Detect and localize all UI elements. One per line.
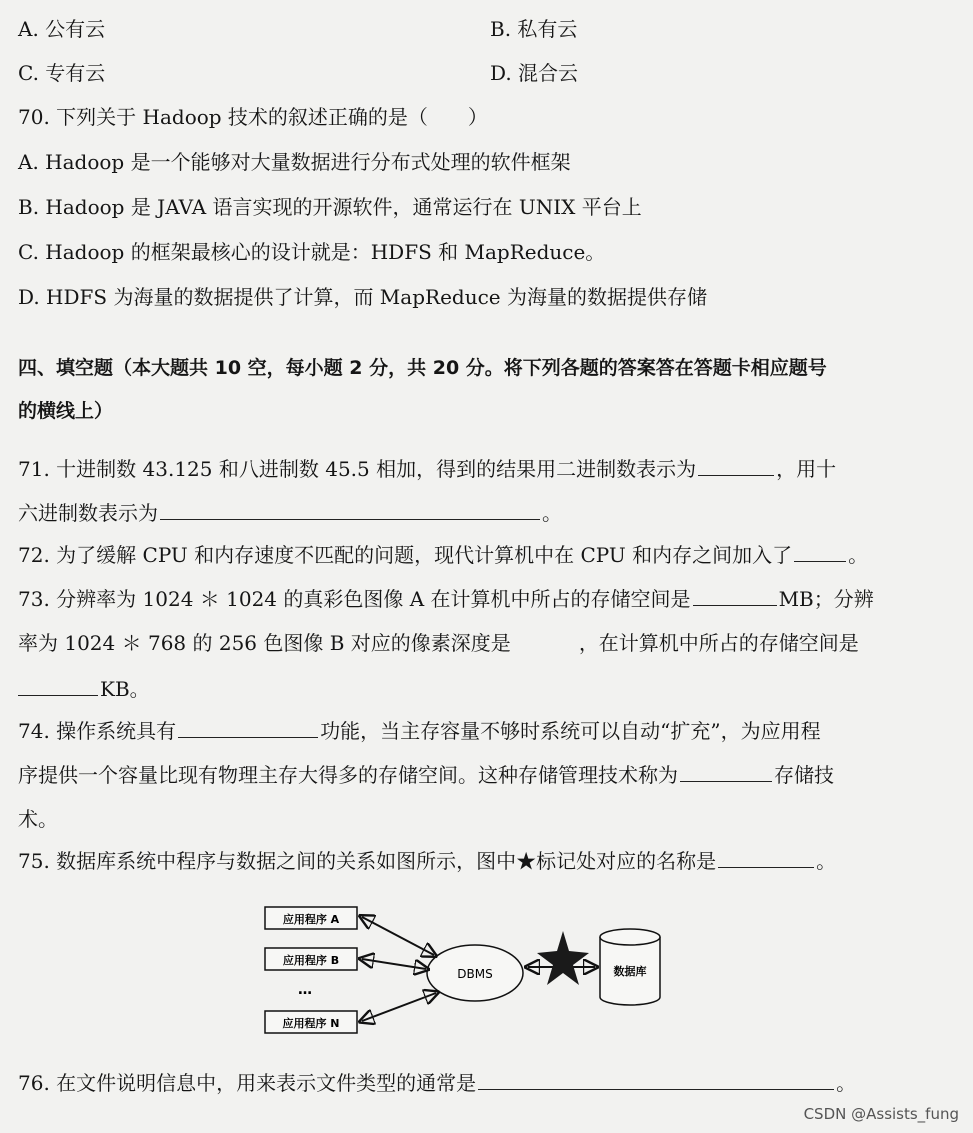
q72-line: [18, 542, 959, 568]
q71-line-2: [18, 500, 959, 526]
q71-text-3: 六进制数表示为: [18, 501, 158, 525]
q75-text-2: 。: [816, 849, 837, 873]
q73-text-1: 73. 分辨率为 1024 ＊ 1024 的真彩色图像 A 在计算机中所占的存储空间是: [18, 587, 691, 611]
q69-option-a: A. 公有云: [18, 17, 106, 41]
q73-blank-b[interactable]: [18, 677, 98, 696]
q76-text-1: 76. 在文件说明信息中，用来表示文件类型的通常是: [18, 1071, 477, 1095]
section-heading: 四、填空题（本大题共 10 空，每小题 2 分，共 20 分。将下列各题的答案答在答题卡相应题号: [18, 357, 827, 379]
q76-blank[interactable]: [478, 1071, 834, 1090]
q73-blank-depth[interactable]: [513, 631, 577, 650]
dbms-diagram: [250, 895, 680, 1045]
app-ellipsis: …: [298, 982, 312, 998]
q75-text-1: 75. 数据库系统中程序与数据之间的关系如图所示，图中★标记处对应的名称是: [18, 849, 717, 873]
q73-text-4: ，在计算机中所占的存储空间是: [578, 631, 859, 655]
q70-option-c: C. Hadoop 的框架最核心的设计就是：HDFS 和 MapReduce。: [18, 240, 606, 264]
q70-option-d: D. HDFS 为海量的数据提供了计算，而 MapReduce 为海量的数据提供存储: [18, 285, 707, 309]
watermark: CSDN @Assists_fung: [803, 1105, 959, 1123]
q74-line-1: [18, 718, 959, 744]
q71-blank-hex[interactable]: [160, 501, 540, 520]
q69-option-b: B. 私有云: [490, 17, 578, 41]
q69-option-c: C. 专有云: [18, 61, 106, 85]
q74-line-3: 术。: [18, 807, 58, 831]
database-label: 数据库: [613, 965, 647, 978]
q75-blank[interactable]: [718, 849, 814, 868]
q71-text-2: ，用十: [776, 457, 837, 481]
q74-line-2: [18, 762, 959, 788]
q70-stem: 70. 下列关于 Hadoop 技术的叙述正确的是（ ）: [18, 105, 488, 129]
q72-blank[interactable]: [794, 543, 846, 562]
q73-text-3: 率为 1024 ＊ 768 的 256 色图像 B 对应的像素深度是: [18, 631, 511, 655]
database-cylinder-top: [600, 929, 660, 945]
q74-text-2: 功能，当主存容量不够时系统可以自动“扩充”，为应用程: [320, 719, 821, 743]
app-n-label: 应用程序 N: [282, 1017, 340, 1030]
q74-text-1: 74. 操作系统具有: [18, 719, 177, 743]
q69-option-d: D. 混合云: [490, 61, 579, 85]
star-icon: [537, 931, 589, 985]
q72-text-2: 。: [848, 543, 869, 567]
q71-text-4: 。: [542, 501, 562, 525]
q73-line-1: [18, 586, 959, 612]
q70-option-a: A. Hadoop 是一个能够对大量数据进行分布式处理的软件框架: [18, 150, 571, 174]
q73-text-5: KB。: [100, 677, 150, 701]
q74-text-3: 序提供一个容量比现有物理主存大得多的存储空间。这种存储管理技术称为: [18, 763, 678, 787]
q74-text-4: 存储技: [774, 763, 834, 787]
q76-line: [18, 1070, 959, 1096]
q73-text-2: MB；分辨: [778, 587, 874, 611]
q71-text-1: 71. 十进制数 43.125 和八进制数 45.5 相加，得到的结果用二进制数表示为: [18, 457, 697, 481]
app-a-label: 应用程序 A: [282, 913, 340, 926]
q70-option-b: B. Hadoop 是 JAVA 语言实现的开源软件，通常运行在 UNIX 平台上: [18, 195, 642, 219]
q73-line-3: [18, 676, 959, 702]
arrow-app-a: [362, 917, 434, 955]
section-heading-cont: 的横线上）: [18, 400, 114, 422]
q69-row-1: [18, 16, 959, 42]
q74-blank-2[interactable]: [680, 763, 772, 782]
app-b-label: 应用程序 B: [282, 954, 340, 967]
q73-blank-a[interactable]: [693, 587, 777, 606]
q71-line-1: [18, 456, 959, 482]
dbms-label: DBMS: [457, 967, 493, 981]
q69-row-2: [18, 60, 959, 86]
arrow-app-b: [362, 959, 426, 969]
q74-blank-1[interactable]: [178, 719, 318, 738]
q72-text-1: 72. 为了缓解 CPU 和内存速度不匹配的问题，现代计算机中在 CPU 和内存之间加入了: [18, 543, 793, 567]
q76-text-2: 。: [836, 1071, 857, 1095]
q73-line-2: [18, 630, 959, 656]
arrow-app-n: [362, 993, 436, 1021]
q75-line: [18, 848, 959, 874]
q71-blank-binary[interactable]: [698, 457, 774, 476]
